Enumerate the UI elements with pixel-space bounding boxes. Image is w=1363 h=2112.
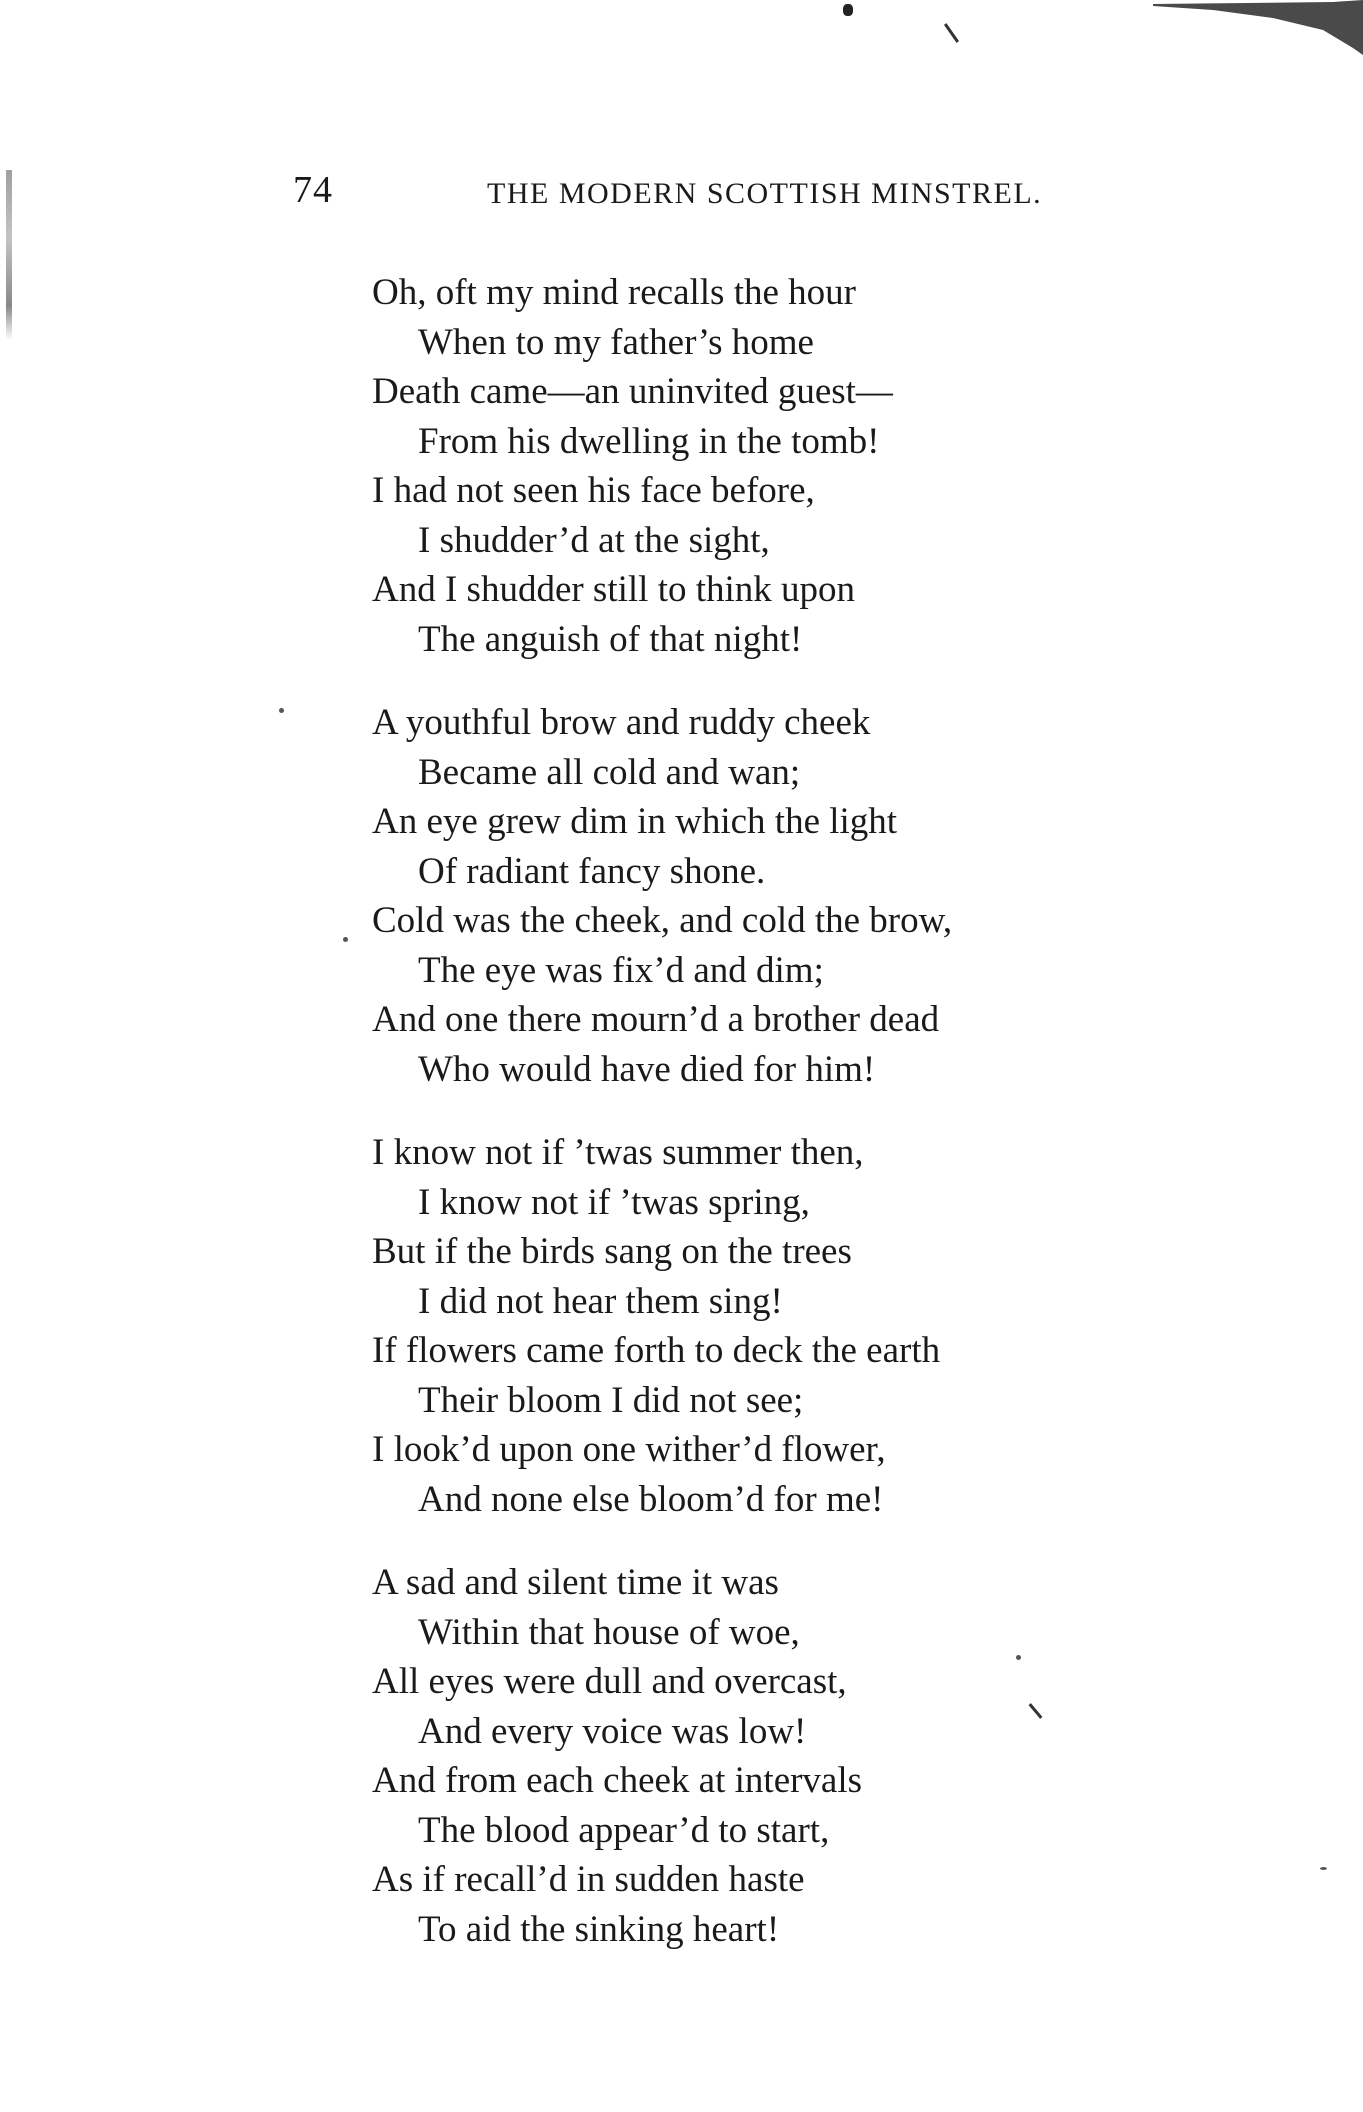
stanza	[372, 268, 1192, 664]
poem-line: And one there mourn’d a brother dead	[372, 999, 940, 1040]
scan-speck	[1320, 1867, 1327, 1870]
poem-line: A sad and silent time it was	[372, 1562, 779, 1603]
running-head: THE MODERN SCOTTISH MINSTREL.	[487, 177, 1043, 210]
poem-line: Who would have died for him!	[418, 1048, 876, 1090]
poem-line: The blood appear’d to start,	[418, 1809, 830, 1851]
page-header	[0, 168, 1363, 218]
poem-line: I shudder’d at the sight,	[418, 519, 770, 561]
poem-line: As if recall’d in sudden haste	[372, 1859, 805, 1900]
poem-line: Their bloom I did not see;	[418, 1379, 804, 1421]
poem-line: The anguish of that night!	[418, 618, 803, 660]
poem-line: Cold was the cheek, and cold the brow,	[372, 900, 953, 941]
page-number: 74	[293, 169, 333, 211]
poem-line: Became all cold and wan;	[418, 751, 801, 793]
poem-line: And every voice was low!	[418, 1710, 807, 1752]
poem-line: A youthful brow and ruddy cheek	[372, 702, 871, 743]
poem-line: Oh, oft my mind recalls the hour	[372, 272, 856, 313]
stanza	[372, 698, 1192, 1094]
poem-line: All eyes were dull and overcast,	[372, 1661, 847, 1702]
scan-speck	[843, 4, 853, 16]
poem-line: Within that house of woe,	[418, 1611, 800, 1653]
scan-speck	[343, 937, 348, 942]
poem-line: I look’d upon one wither’d flower,	[372, 1429, 886, 1470]
poem-line: And I shudder still to think upon	[372, 569, 856, 610]
poem-line: If flowers came forth to deck the earth	[372, 1330, 941, 1371]
poem-line: But if the birds sang on the trees	[372, 1231, 852, 1272]
poem-line: Death came—an uninvited guest—	[372, 371, 893, 412]
scan-smudge-corner	[1153, 0, 1363, 55]
poem-line: From his dwelling in the tomb!	[418, 420, 880, 462]
poem-line: And none else bloom’d for me!	[418, 1478, 884, 1520]
poem-line: I had not seen his face before,	[372, 470, 815, 511]
poem-line: When to my father’s home	[418, 321, 814, 363]
poem-line: Of radiant fancy shone.	[418, 850, 766, 892]
stanza	[372, 1558, 1192, 1954]
scan-speck	[944, 23, 959, 43]
poem-line: I know not if ’twas spring,	[418, 1181, 810, 1223]
poem-line: And from each cheek at intervals	[372, 1760, 863, 1801]
poem-line: To aid the sinking heart!	[418, 1908, 780, 1950]
poem-line: I did not hear them sing!	[418, 1280, 783, 1322]
poem-line: I know not if ’twas summer then,	[372, 1132, 864, 1173]
poem-line: The eye was fix’d and dim;	[418, 949, 824, 991]
poem-body	[372, 268, 1192, 1988]
stanza	[372, 1128, 1192, 1524]
poem-line: An eye grew dim in which the light	[372, 801, 898, 842]
scan-speck	[279, 708, 284, 713]
